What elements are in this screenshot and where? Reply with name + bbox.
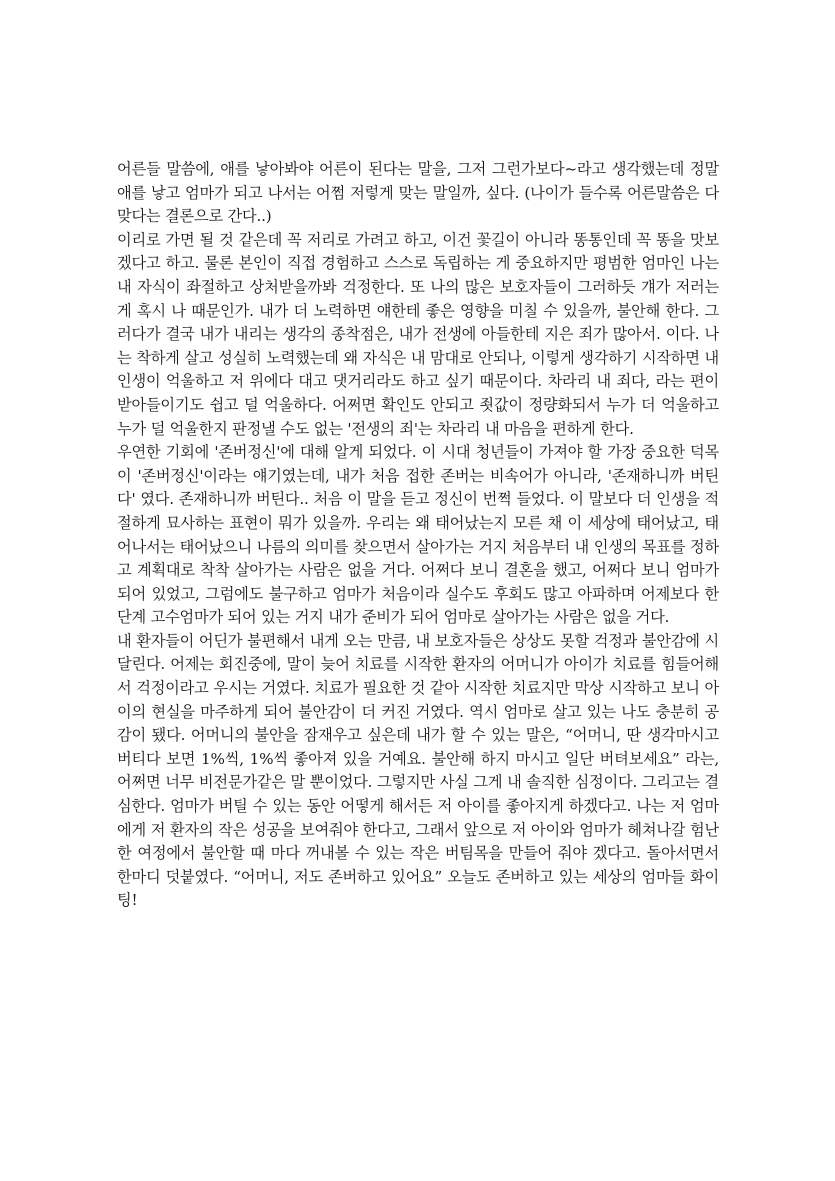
body-text — [117, 158, 719, 913]
paragraph-2: 이리로 가면 될 것 같은데 꼭 저리로 가려고 하고, 이건 꽃길이 아니라 똥통인데 꼭 똥을 맛보겠다고 하고. 물론 본인이 직접 경험하고 스스로 독립하는 게 중요하지만 평범한 엄마인 나는 내 자식이 좌절하고 상처받을까봐 걱정한다. 또 나의 많은 보호자들이 그러하듯 걔가 저러는 게 혹시 나 때문인가. 내가 더 노력하면 얘한테 좋은 영향을 미칠 수 있을까, 불안해 한다. 그러다가 결국 내가 내리는 생각의 종착점은, 내가 전생에 아들한테 지은 죄가 많아서. 이다. 나는 착하게 살고 성실히 노력했는데 왜 자식은 내 맘대로 안되나, 이렇게 생각하기 시작하면 내 인생이 억울하고 저 위에다 대고 댓거리라도 하고 싶기 때문이다. 차라리 내 죄다, 라는 편이 받아들이기도 쉽고 덜 억울하다. 어쩌면 확인도 안되고 죗값이 정량화되서 누가 더 억울하고 누가 덜 억울한지 판정낼 수도 없는 '전생의 죄'는 차라리 내 마음을 편하게 한다. — [117, 230, 719, 438]
paragraph-3: 우연한 기회에 '존버정신'에 대해 알게 되었다. 이 시대 청년들이 가져야 할 가장 중요한 덕목이 '존버정신'이라는 얘기였는데, 내가 처음 접한 존버는 비속어가 아니라, '존재하니까 버틴다' 였다. 존재하니까 버틴다.. 처음 이 말을 듣고 정신이 번쩍 들었다. 이 말보다 더 인생을 적절하게 묘사하는 표현이 뭐가 있을까. 우리는 왜 태어났는지 모른 채 이 세상에 태어났고, 태어나서는 태어났으니 나름의 의미를 찾으면서 살아가는 거지 처음부터 내 인생의 목표를 정하고 계획대로 착착 살아가는 사람은 없을 거다. 어쩌다 보니 결혼을 했고, 어쩌다 보니 엄마가 되어 있었고, 그럼에도 불구하고 엄마가 처음이라 실수도 후회도 많고 아파하며 어제보다 한단계 고수엄마가 되어 있는 거지 내가 준비가 되어 엄마로 살아가는 사람은 없을 거다. — [117, 443, 719, 627]
paragraph-4: 내 환자들이 어딘가 불편해서 내게 오는 만큼, 내 보호자들은 상상도 못할 걱정과 불안감에 시달린다. 어제는 회진중에, 말이 늦어 치료를 시작한 환자의 어머니가 아이가 치료를 힘들어해서 걱정이라고 우시는 거였다. 치료가 필요한 것 같아 시작한 치료지만 막상 시작하고 보니 아이의 현실을 마주하게 되어 불안감이 더 커진 거였다. 역시 엄마로 살고 있는 나도 충분히 공감이 됐다. 어머니의 불안을 잠재우고 싶은데 내가 할 수 있는 말은, “어머니, 딴 생각마시고 버티다 보면 1%씩, 1%씩 좋아져 있을 거예요. 불안해 하지 마시고 일단 버텨보세요” 라는, 어쩌면 너무 비전문가같은 말 뿐이었다. 그렇지만 사실 그게 내 솔직한 심정이다. 그리고는 결심한다. 엄마가 버틸 수 있는 동안 어떻게 해서든 저 아이를 좋아지게 하겠다고. 나는 저 엄마에게 저 환자의 작은 성공을 보여줘야 한다고, 그래서 앞으로 저 아이와 엄마가 헤쳐나갈 험난한 여정에서 불안할 때 마다 꺼내볼 수 있는 작은 버팀목을 만들어 줘야 겠다고. 돌아서면서 한마디 덧붙였다. “어머니, 저도 존버하고 있어요” 오늘도 존버하고 있는 세상의 엄마들 화이팅! — [117, 631, 719, 910]
paragraph-1: 어른들 말씀에, 애를 낳아봐야 어른이 된다는 말을, 그저 그런가보다~라고 생각했는데 정말 애를 낳고 엄마가 되고 나서는 어쩜 저렇게 맞는 말일까, 싶다. (나이가 들수록 어른말씀은 다 맞다는 결론으로 간다..) — [117, 160, 719, 226]
